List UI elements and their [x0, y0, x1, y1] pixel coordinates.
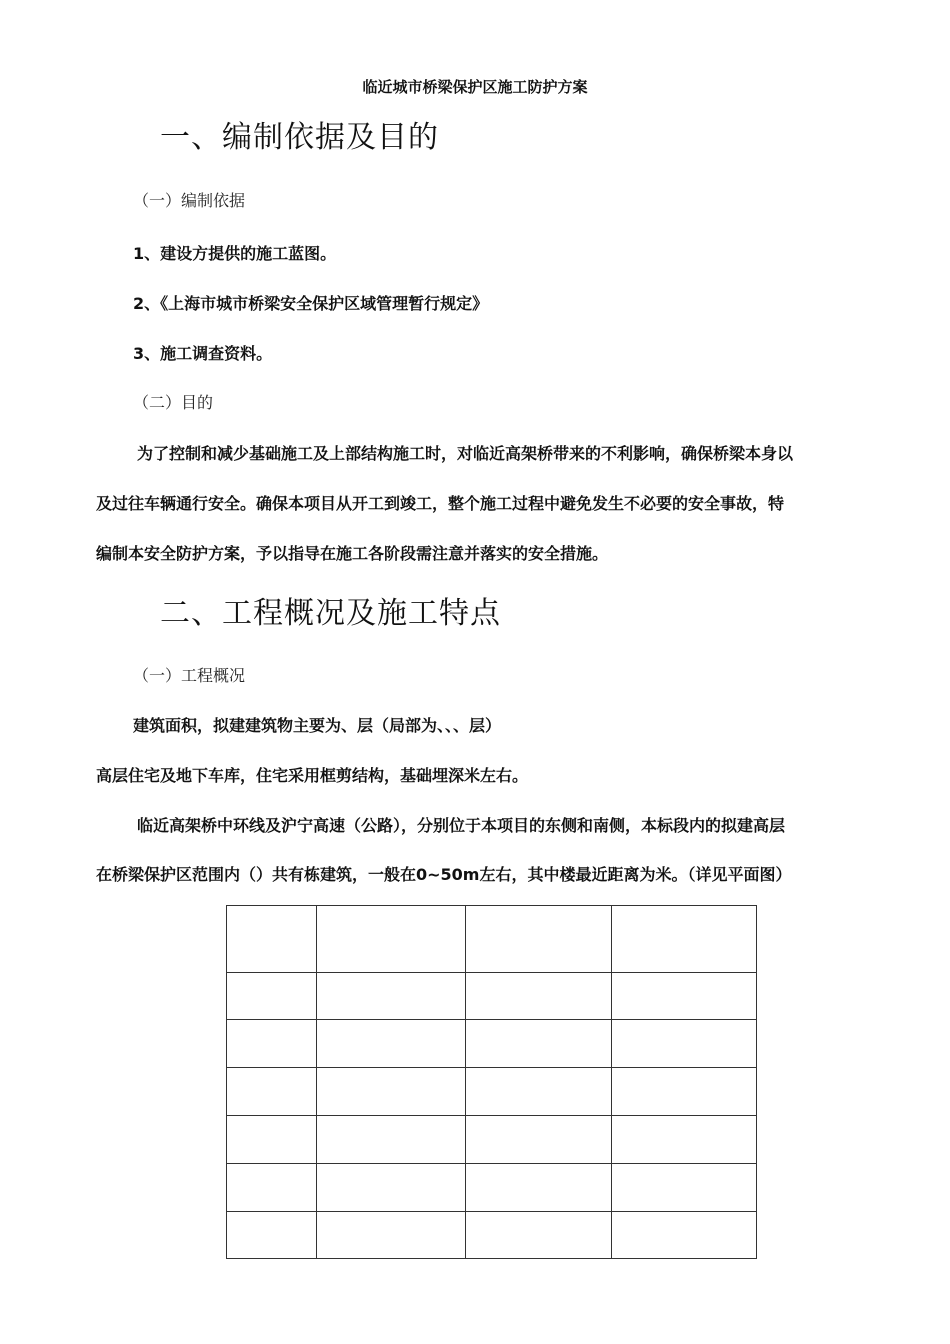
- blank-table: [226, 905, 757, 1259]
- table-cell: [227, 906, 317, 973]
- table-cell: [466, 1020, 612, 1068]
- table-row: [227, 1212, 757, 1259]
- table-cell: [317, 1068, 466, 1116]
- purpose-line-1: 为了控制和减少基础施工及上部结构施工时，对临近高架桥带来的不利影响，确保桥梁本身以: [137, 444, 794, 463]
- table-row: [227, 1068, 757, 1116]
- overview-para-1-line-2: 高层住宅及地下车库，住宅采用框剪结构，基础埋深米左右。: [96, 766, 529, 785]
- table-row: [227, 973, 757, 1020]
- table-cell: [227, 1212, 317, 1259]
- table-cell: [466, 1212, 612, 1259]
- table-cell: [317, 1116, 466, 1164]
- table-cell: [612, 973, 757, 1020]
- basis-item-1: 1、建设方提供的施工蓝图。: [133, 244, 337, 263]
- section-1-sub-basis: （一）编制依据: [133, 191, 246, 210]
- table-cell: [466, 973, 612, 1020]
- table-cell: [466, 1164, 612, 1212]
- document-title: 临近城市桥梁保护区施工防护方案: [362, 78, 588, 96]
- table-cell: [317, 1164, 466, 1212]
- section-2-heading: 二、工程概况及施工特点: [160, 596, 501, 631]
- overview-para-1-line-1: 建筑面积，拟建建筑物主要为、层（局部为、、、层）: [133, 716, 502, 735]
- table-cell: [466, 1116, 612, 1164]
- table-cell: [612, 1116, 757, 1164]
- table-cell: [317, 1020, 466, 1068]
- table-cell: [317, 1212, 466, 1259]
- basis-item-2: 2、《上海市城市桥梁安全保护区域管理暂行规定》: [133, 294, 489, 313]
- purpose-line-2: 及过往车辆通行安全。确保本项目从开工到竣工，整个施工过程中避免发生不必要的安全事故，特: [96, 494, 785, 513]
- table-cell: [466, 906, 612, 973]
- table-row: [227, 1020, 757, 1068]
- table-cell: [612, 1212, 757, 1259]
- table-cell: [612, 906, 757, 973]
- table-row: [227, 906, 757, 973]
- section-2-sub-overview: （一）工程概况: [133, 666, 246, 685]
- table-cell: [317, 973, 466, 1020]
- section-1-heading: 一、编制依据及目的: [160, 120, 439, 155]
- section-1-sub-purpose: （二）目的: [133, 393, 214, 412]
- table-cell: [466, 1068, 612, 1116]
- overview-para-2-line-1: 临近高架桥中环线及沪宁高速（公路），分别位于本项目的东侧和南侧，本标段内的拟建高层: [137, 816, 786, 835]
- table-cell: [227, 1116, 317, 1164]
- table-cell: [227, 1068, 317, 1116]
- overview-para-2-line-2: 在桥梁保护区范围内（）共有栋建筑，一般在0~50m左右，其中楼最近距离为米。（详见平面图）: [96, 865, 792, 884]
- table-cell: [612, 1020, 757, 1068]
- purpose-line-3: 编制本安全防护方案，予以指导在施工各阶段需注意并落实的安全措施。: [96, 544, 609, 563]
- table-cell: [227, 973, 317, 1020]
- table-cell: [227, 1164, 317, 1212]
- table-cell: [227, 1020, 317, 1068]
- table-cell: [317, 906, 466, 973]
- table-cell: [612, 1164, 757, 1212]
- table-cell: [612, 1068, 757, 1116]
- table-row: [227, 1116, 757, 1164]
- table-row: [227, 1164, 757, 1212]
- basis-item-3: 3、施工调查资料。: [133, 344, 273, 363]
